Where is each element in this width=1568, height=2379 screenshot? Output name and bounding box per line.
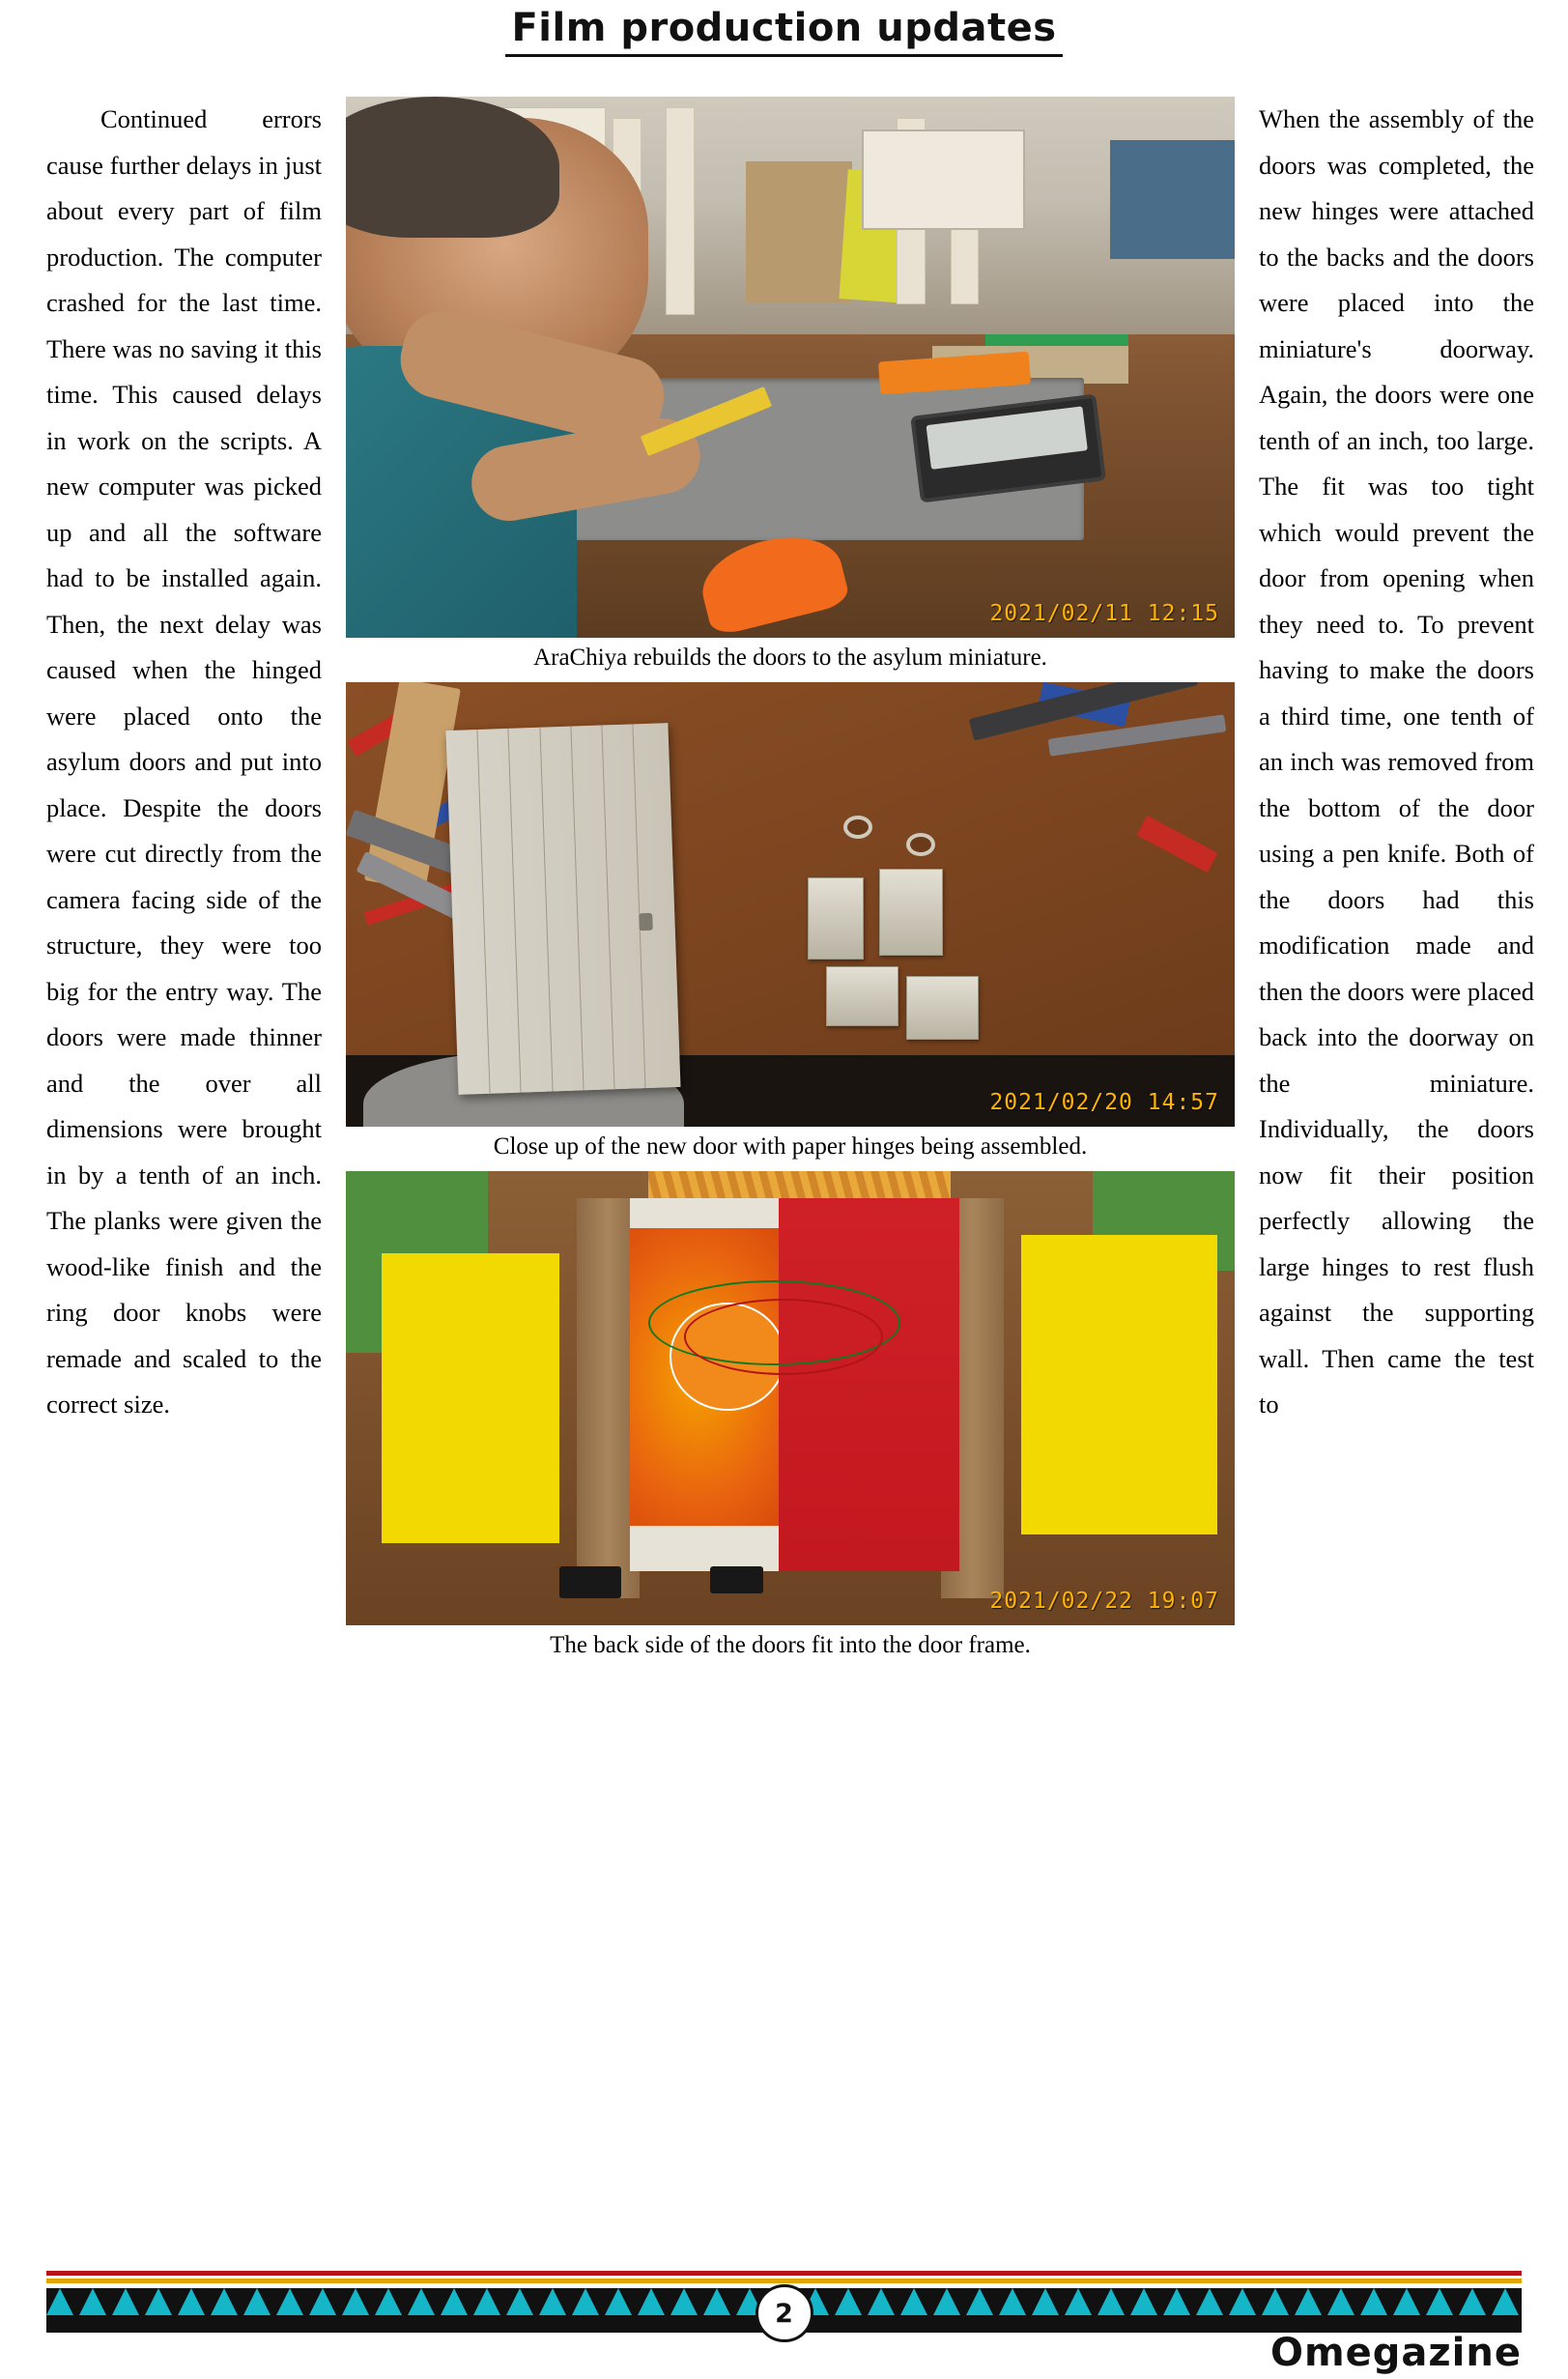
triangle-icon	[243, 2288, 271, 2315]
triangle-icon	[1492, 2288, 1519, 2315]
paper-bag-prop	[746, 161, 852, 302]
door-hinges-photo	[346, 682, 1235, 1127]
yellow-panel-left	[382, 1253, 559, 1544]
washer-part	[906, 833, 935, 856]
article-text-left: Continued errors cause further delays in just about every part of film production. The computer crashed for the last time. There was no saving it this time. This caused delays in work on the scripts. A new computer was picked up and all the software had to be installed again. Then, the next delay was caused when the hinged were placed onto the asylum doors and put into place. Despite the doors were cut directly from the camera facing side of the structure, they were too big for the entry way. The doors were made thinner and the over all dimensions were brought in by a tenth of an inch. The planks were given the wood-like finish and the ring door knobs were remade and scaled to the correct size.	[46, 104, 322, 1419]
triangle-icon	[441, 2288, 468, 2315]
triangle-icon	[1229, 2288, 1256, 2315]
triangle-icon	[572, 2288, 599, 2315]
triangle-icon	[638, 2288, 665, 2315]
paper-hinge	[826, 966, 899, 1026]
triangle-icon	[1196, 2288, 1223, 2315]
triangle-icon	[1130, 2288, 1157, 2315]
triangle-icon	[1065, 2288, 1092, 2315]
triangle-icon	[1360, 2288, 1387, 2315]
triangle-icon	[1262, 2288, 1289, 2315]
triangle-icon	[309, 2288, 336, 2315]
article-body	[46, 97, 1534, 2271]
blue-bin-prop	[1110, 140, 1235, 259]
triangle-icon	[375, 2288, 402, 2315]
triangle-icon	[506, 2288, 533, 2315]
triangle-icon	[46, 2288, 73, 2315]
triangle-icon	[1327, 2288, 1354, 2315]
red-wire	[684, 1299, 883, 1375]
triangle-icon	[999, 2288, 1026, 2315]
footer-rules	[46, 2271, 1522, 2283]
door-knob	[640, 913, 654, 931]
triangle-icon	[900, 2288, 927, 2315]
triangle-icon	[670, 2288, 698, 2315]
triangle-icon	[933, 2288, 960, 2315]
page-footer	[0, 2271, 1568, 2379]
article-text-right: When the assembly of the doors was completed, the new hinges were attached to the backs and the doors were placed into the miniature's doorway. Again, the doors were one tenth of an inch, too large. The fit was too tight which would prevent the door from opening when they need to. To prevent having to make the doors a third time, one tenth of an inch was removed from the bottom of the door using a pen knife. Both of the doors had this modification made and then the doors were placed back into the doorway on the miniature. Individually, the doors now fit their position perfectly allowing the large hinges to rest flush against the supporting wall. Then came the test to	[1259, 104, 1534, 1419]
triangle-icon	[276, 2288, 303, 2315]
triangle-icon	[605, 2288, 632, 2315]
yellow-panel-right	[1021, 1235, 1216, 1534]
article-column-left	[46, 97, 322, 1428]
triangle-icon	[868, 2288, 895, 2315]
triangle-icon	[112, 2288, 139, 2315]
article-column-right	[1259, 97, 1534, 1428]
triangle-icon	[539, 2288, 566, 2315]
washer-part	[843, 816, 872, 839]
hardware-part	[710, 1566, 763, 1593]
photo-timestamp: 2021/02/20 14:57	[989, 1090, 1219, 1115]
triangle-icon	[1393, 2288, 1420, 2315]
triangle-icon	[1098, 2288, 1125, 2315]
triangle-icon	[1426, 2288, 1453, 2315]
triangle-icon	[473, 2288, 500, 2315]
photo-timestamp: 2021/02/11 12:15	[989, 601, 1219, 626]
footer-rule-gold	[46, 2279, 1522, 2283]
figure-door-frame	[346, 1171, 1235, 1664]
miniature-door	[446, 723, 681, 1095]
triangle-icon	[1032, 2288, 1059, 2315]
figure-stack	[346, 97, 1235, 1664]
figure-caption: Close up of the new door with paper hinges being assembled.	[493, 1133, 1088, 1160]
figure-workbench	[346, 97, 1235, 676]
triangle-icon	[1163, 2288, 1190, 2315]
figure-caption: AraChiya rebuilds the doors to the asylum miniature.	[533, 645, 1047, 671]
door-frame-photo	[346, 1171, 1235, 1625]
page-number-badge: 2	[755, 2284, 813, 2342]
triangle-icon	[408, 2288, 435, 2315]
door-back-panel	[630, 1198, 958, 1570]
figure-caption: The back side of the doors fit into the door frame.	[550, 1632, 1031, 1658]
hardware-part	[559, 1566, 621, 1598]
triangle-icon	[1459, 2288, 1486, 2315]
photo-timestamp: 2021/02/22 19:07	[989, 1589, 1219, 1614]
triangle-icon	[145, 2288, 172, 2315]
triangle-icon	[966, 2288, 993, 2315]
magazine-brand: Omegazine	[1269, 2331, 1522, 2375]
paper-hinge	[906, 976, 980, 1040]
triangle-icon	[211, 2288, 238, 2315]
miniature-column	[666, 107, 695, 315]
triangle-icon	[1295, 2288, 1322, 2315]
workbench-photo	[346, 97, 1235, 638]
triangle-icon	[703, 2288, 730, 2315]
triangle-icon	[342, 2288, 369, 2315]
triangle-icon	[79, 2288, 106, 2315]
red-packaging-art	[779, 1198, 959, 1570]
figure-door-hinges	[346, 682, 1235, 1165]
page-header	[0, 8, 1568, 57]
triangle-icon	[178, 2288, 205, 2315]
page-title: Film production updates	[505, 8, 1062, 57]
footer-rule-red	[46, 2271, 1522, 2276]
miniature-shelf	[862, 129, 1026, 231]
paper-hinge	[879, 869, 943, 955]
paper-hinge	[808, 877, 863, 960]
triangle-icon	[835, 2288, 862, 2315]
